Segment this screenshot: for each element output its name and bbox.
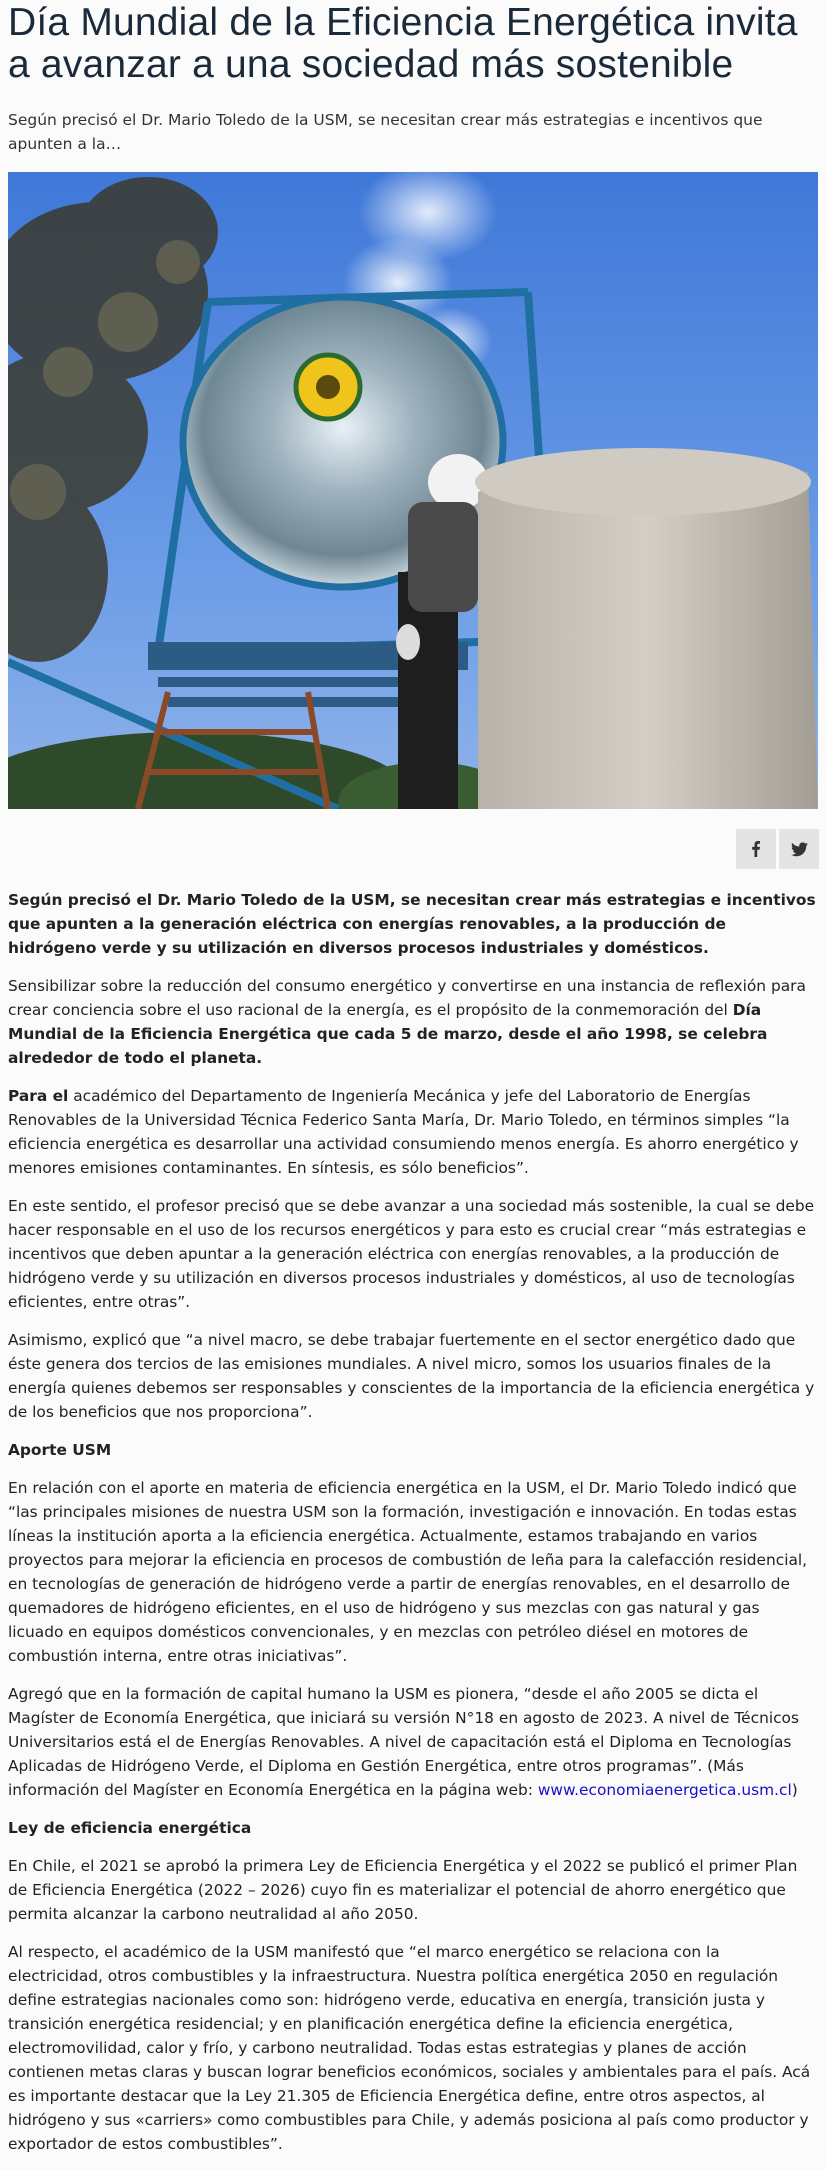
paragraph-bold-text: Día Mundial de la Eficiencia Energética que cada 5 de marzo, desde el año 1998, se celebra alrededor de todo el planeta. (8, 1001, 768, 1067)
article-paragraph: Al respecto, el académico de la USM manifestó que “el marco energético se relaciona con la electricidad, otros combustibles y la infraestructura. Nuestra política energética 2050 en regulación define estrategias nacionales como son: hidrógeno verde, educativa en energía, transición justa y transición energética residencial; y en planificación energética define la eficiencia energética, electromovilidad, calor y frío, y carbono neutralidad. Todas estas estrategias y planes de acción contienen metas claras y buscan lograr beneficios económicos, sociales y ambientales para el país. Acá es importante destacar que la Ley 21.305 de Eficiencia Energética define, entre otros aspectos, al hidrógeno y sus «carriers» como combustibles para Chile, y además posiciona al país como productor y exportador de estos combustibles”. (8, 1943, 811, 2153)
article-paragraph: En relación con el aporte en materia de eficiencia energética en la USM, el Dr. Mario Toledo indicó que “las principales misiones de nuestra USM son la formación, investigación e innovación. En todas estas líneas la institución aporta a la eficiencia energética. Actualmente, estamos trabajando en varios proyectos para mejorar la eficiencia en procesos de combustión de leña para la calefacción residencial, en tecnologías de generación de hidrógeno verde a partir de energías renovables, en el desarrollo de quemadores de hidrógeno eficientes, en el uso de hidrógeno y sus mezclas con gas natural y gas licuado en equipos domésticos convencionales, y en mezclas con petróleo diésel en motores de combustión interna, entre otras iniciativas”. (8, 1479, 808, 1665)
article-paragraph: En Chile, el 2021 se aprobó la primera Ley de Eficiencia Energética y el 2022 se publicó el primer Plan de Eficiencia Energética (2022 – 2026) cuyo fin es materializar el potencial de ahorro energético que permita alcanzar la carbono neutralidad al año 2050. (8, 1857, 798, 1923)
hero-image (8, 172, 818, 809)
share-twitter-button[interactable] (779, 829, 819, 869)
article-body (8, 888, 818, 2170)
paragraph-text: ) (791, 1781, 798, 1799)
article-paragraph (8, 974, 818, 1070)
article-paragraph: Asimismo, explicó que “a nivel macro, se debe trabajar fuertemente en el sector energético dado que éste genera dos tercios de las emisiones mundiales. A nivel micro, somos los usuarios finales de la energía quienes debemos ser responsables y conscientes de la importancia de la eficiencia energética y de los beneficios que nos proporciona”. (8, 1331, 815, 1421)
paragraph-text: Agregó que en la formación de capital humano la USM es pionera, “desde el año 2005 se dicta el Magíster de Economía Energética, que iniciará su versión N°18 en agosto de 2023. A nivel de Técnicos Universitarios está el de Energías Renovables. A nivel de capacitación está el Diploma en Tecnologías Aplicadas de Hidrógeno Verde, el Diploma en Gestión Energética, entre otros programas”. (Más información del Magíster en Economía Energética en la página web: (8, 1685, 799, 1799)
website-link[interactable]: www.economiaenergetica.usm.cl (537, 1781, 792, 1799)
paragraph-text: Sensibilizar sobre la reducción del consumo energético y convertirse en una instancia de reflexión para crear conciencia sobre el uso racional de la energía, es el propósito de la conmemoración del (8, 977, 806, 1019)
paragraph-bold-text: Para el (8, 1087, 69, 1105)
share-facebook-button[interactable] (736, 829, 776, 869)
article-paragraph (8, 1682, 818, 1802)
section-heading: Aporte USM (8, 1441, 112, 1459)
twitter-icon (791, 842, 808, 857)
facebook-icon (748, 841, 764, 857)
section-heading: Ley de eficiencia energética (8, 1819, 252, 1837)
article-paragraph: En este sentido, el profesor precisó que se debe avanzar a una sociedad más sostenible, la cual se debe hacer responsable en el uso de los recursos energéticos y para esto es crucial crear “más estrategias e incentivos que deben apuntar a la generación eléctrica con energías renovables, a la producción de hidrógeno verde y su utilización en diversos procesos industriales y domésticos, al uso de tecnologías eficientes, entre otras”. (8, 1197, 815, 1311)
article-paragraph (8, 1084, 818, 1180)
article-title: Día Mundial de la Eficiencia Energética invita a avanzar a una sociedad más sostenible (8, 1, 798, 86)
article-excerpt: Según precisó el Dr. Mario Toledo de la USM, se necesitan crear más estrategias e incentivos que apunten a la… (8, 111, 763, 153)
paragraph-text: académico del Departamento de Ingeniería Mecánica y jefe del Laboratorio de Energías Renovables de la Universidad Técnica Federico Santa María, Dr. Mario Toledo, en términos simples “la eficiencia energética es desarrollar una actividad consumiendo menos energía. Es ahorro energético y menores emisiones contaminantes. En síntesis, es sólo beneficios”. (8, 1087, 799, 1177)
article-lead: Según precisó el Dr. Mario Toledo de la USM, se necesitan crear más estrategias e incentivos que apunten a la generación eléctrica con energías renovables, a la producción de hidrógeno verde y su utilización en diversos procesos industriales y domésticos. (8, 891, 816, 957)
